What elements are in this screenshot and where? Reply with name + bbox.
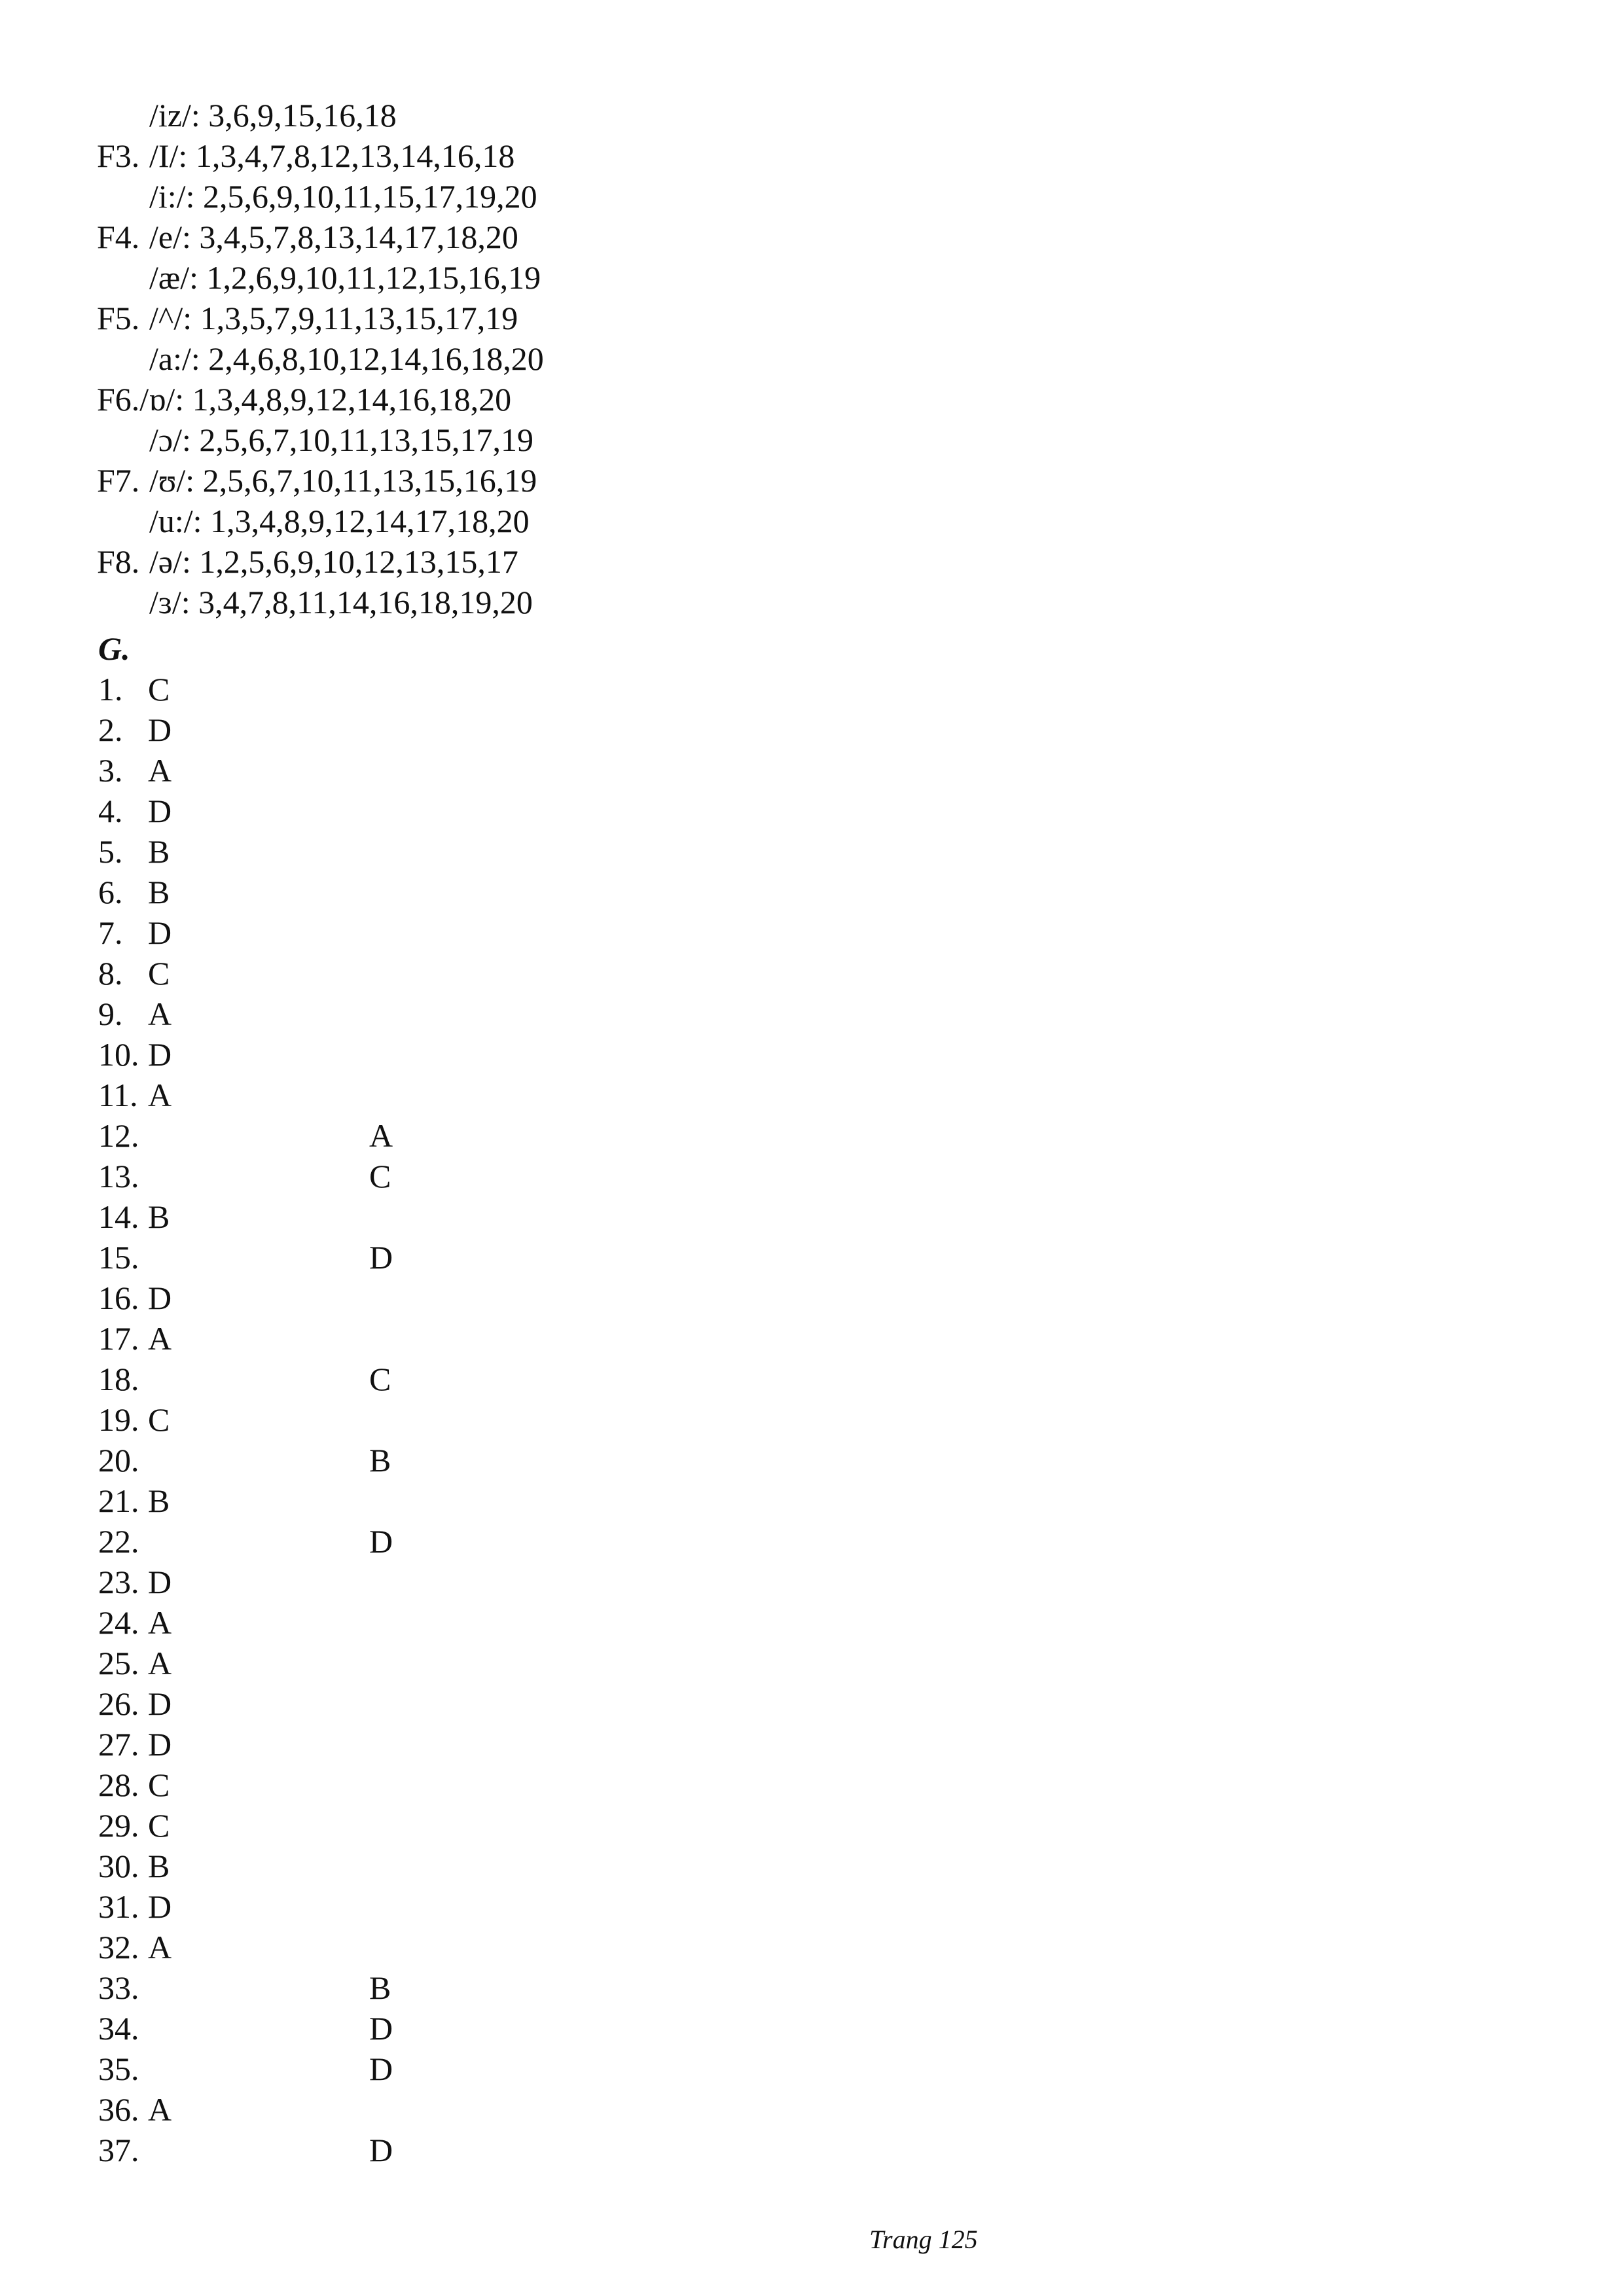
question-number: 18. <box>98 1361 139 1397</box>
question-number: 1. <box>98 671 123 708</box>
answer-letter: D <box>148 1888 172 1925</box>
answer-letter: B <box>369 1442 391 1479</box>
question-number: 29. <box>98 1807 139 1844</box>
answer-letter: C <box>148 1807 170 1844</box>
answer-letter: D <box>369 1523 393 1560</box>
phonetics-text: /ɔ/: 2,5,6,7,10,11,13,15,17,19 <box>149 422 534 458</box>
answer-letter: B <box>148 1198 170 1235</box>
answer-letter: D <box>148 1564 172 1600</box>
question-number: 17. <box>98 1320 139 1357</box>
question-number: 12. <box>98 1117 139 1154</box>
phonetics-text: /ə/: 1,2,5,6,9,10,12,13,15,17 <box>149 543 518 580</box>
answer-letter: B <box>148 833 170 870</box>
exercise-code: F7. <box>97 462 140 499</box>
answer-letter: D <box>148 1036 172 1073</box>
question-number: 8. <box>98 955 123 992</box>
question-number: 28. <box>98 1767 139 1803</box>
exercise-code: F5. <box>97 300 140 336</box>
answer-letter: C <box>148 1767 170 1803</box>
answer-letter: A <box>148 752 172 789</box>
question-number: 24. <box>98 1604 139 1641</box>
question-number: 21. <box>98 1482 139 1519</box>
answer-letter: B <box>369 1969 391 2006</box>
question-number: 19. <box>98 1401 139 1438</box>
answer-letter: C <box>148 955 170 992</box>
question-number: 33. <box>98 1969 139 2006</box>
phonetics-text: F6./ɒ/: 1,3,4,8,9,12,14,16,18,20 <box>97 381 512 418</box>
exercise-code: F8. <box>97 543 140 580</box>
answer-letter: B <box>148 1848 170 1884</box>
answer-letter: C <box>148 1401 170 1438</box>
phonetics-text: /u:/: 1,3,4,8,9,12,14,17,18,20 <box>149 503 530 539</box>
answer-letter: D <box>369 1239 393 1276</box>
answer-letter: D <box>148 793 172 829</box>
answer-letter: A <box>148 996 172 1032</box>
exercise-code: F3. <box>97 137 140 174</box>
question-number: 10. <box>98 1036 139 1073</box>
question-number: 27. <box>98 1726 139 1763</box>
answer-letter: B <box>148 1482 170 1519</box>
question-number: 37. <box>98 2132 139 2168</box>
page-footer: Trang 125 <box>869 2225 978 2254</box>
phonetics-text: /a:/: 2,4,6,8,10,12,14,16,18,20 <box>149 340 544 377</box>
answer-letter: A <box>148 1645 172 1681</box>
question-number: 31. <box>98 1888 139 1925</box>
question-number: 25. <box>98 1645 139 1681</box>
question-number: 14. <box>98 1198 139 1235</box>
question-number: 2. <box>98 711 123 748</box>
phonetics-text: /i:/: 2,5,6,9,10,11,15,17,19,20 <box>149 178 537 215</box>
answer-letter: D <box>148 1280 172 1316</box>
phonetics-text: /I/: 1,3,4,7,8,12,13,14,16,18 <box>149 137 515 174</box>
question-number: 32. <box>98 1929 139 1965</box>
question-number: 23. <box>98 1564 139 1600</box>
answer-letter: D <box>148 914 172 951</box>
question-number: 9. <box>98 996 123 1032</box>
answer-letter: A <box>148 1929 172 1965</box>
question-number: 3. <box>98 752 123 789</box>
question-number: 15. <box>98 1239 139 1276</box>
answer-letter: C <box>369 1361 391 1397</box>
answer-letter: A <box>148 2091 172 2128</box>
phonetics-text: /æ/: 1,2,6,9,10,11,12,15,16,19 <box>149 259 541 296</box>
section-g-heading: G. <box>98 630 130 667</box>
question-number: 35. <box>98 2051 139 2087</box>
answer-letter: D <box>148 711 172 748</box>
question-number: 11. <box>98 1077 138 1113</box>
question-number: 34. <box>98 2010 139 2047</box>
question-number: 7. <box>98 914 123 951</box>
question-number: 30. <box>98 1848 139 1884</box>
question-number: 22. <box>98 1523 139 1560</box>
question-number: 6. <box>98 874 123 910</box>
answer-letter: C <box>148 671 170 708</box>
answer-letter: D <box>369 2132 393 2168</box>
question-number: 20. <box>98 1442 139 1479</box>
answer-letter: A <box>148 1604 172 1641</box>
question-number: 36. <box>98 2091 139 2128</box>
phonetics-text: /ɜ/: 3,4,7,8,11,14,16,18,19,20 <box>149 584 533 620</box>
answer-letter: C <box>369 1158 391 1194</box>
question-number: 4. <box>98 793 123 829</box>
answer-letter: D <box>369 2051 393 2087</box>
question-number: 16. <box>98 1280 139 1316</box>
answer-letter: B <box>148 874 170 910</box>
phonetics-text: /ʊ/: 2,5,6,7,10,11,13,15,16,19 <box>149 462 537 499</box>
answer-letter: A <box>369 1117 393 1154</box>
answer-letter: A <box>148 1077 172 1113</box>
exercise-code: F4. <box>97 219 140 255</box>
answer-letter: D <box>369 2010 393 2047</box>
question-number: 5. <box>98 833 123 870</box>
question-number: 26. <box>98 1685 139 1722</box>
answer-letter: D <box>148 1685 172 1722</box>
question-number: 13. <box>98 1158 139 1194</box>
phonetics-text: /^/: 1,3,5,7,9,11,13,15,17,19 <box>149 300 518 336</box>
answer-letter: A <box>148 1320 172 1357</box>
answer-letter: D <box>148 1726 172 1763</box>
phonetics-text: /iz/: 3,6,9,15,16,18 <box>149 97 397 134</box>
phonetics-text: /e/: 3,4,5,7,8,13,14,17,18,20 <box>149 219 518 255</box>
